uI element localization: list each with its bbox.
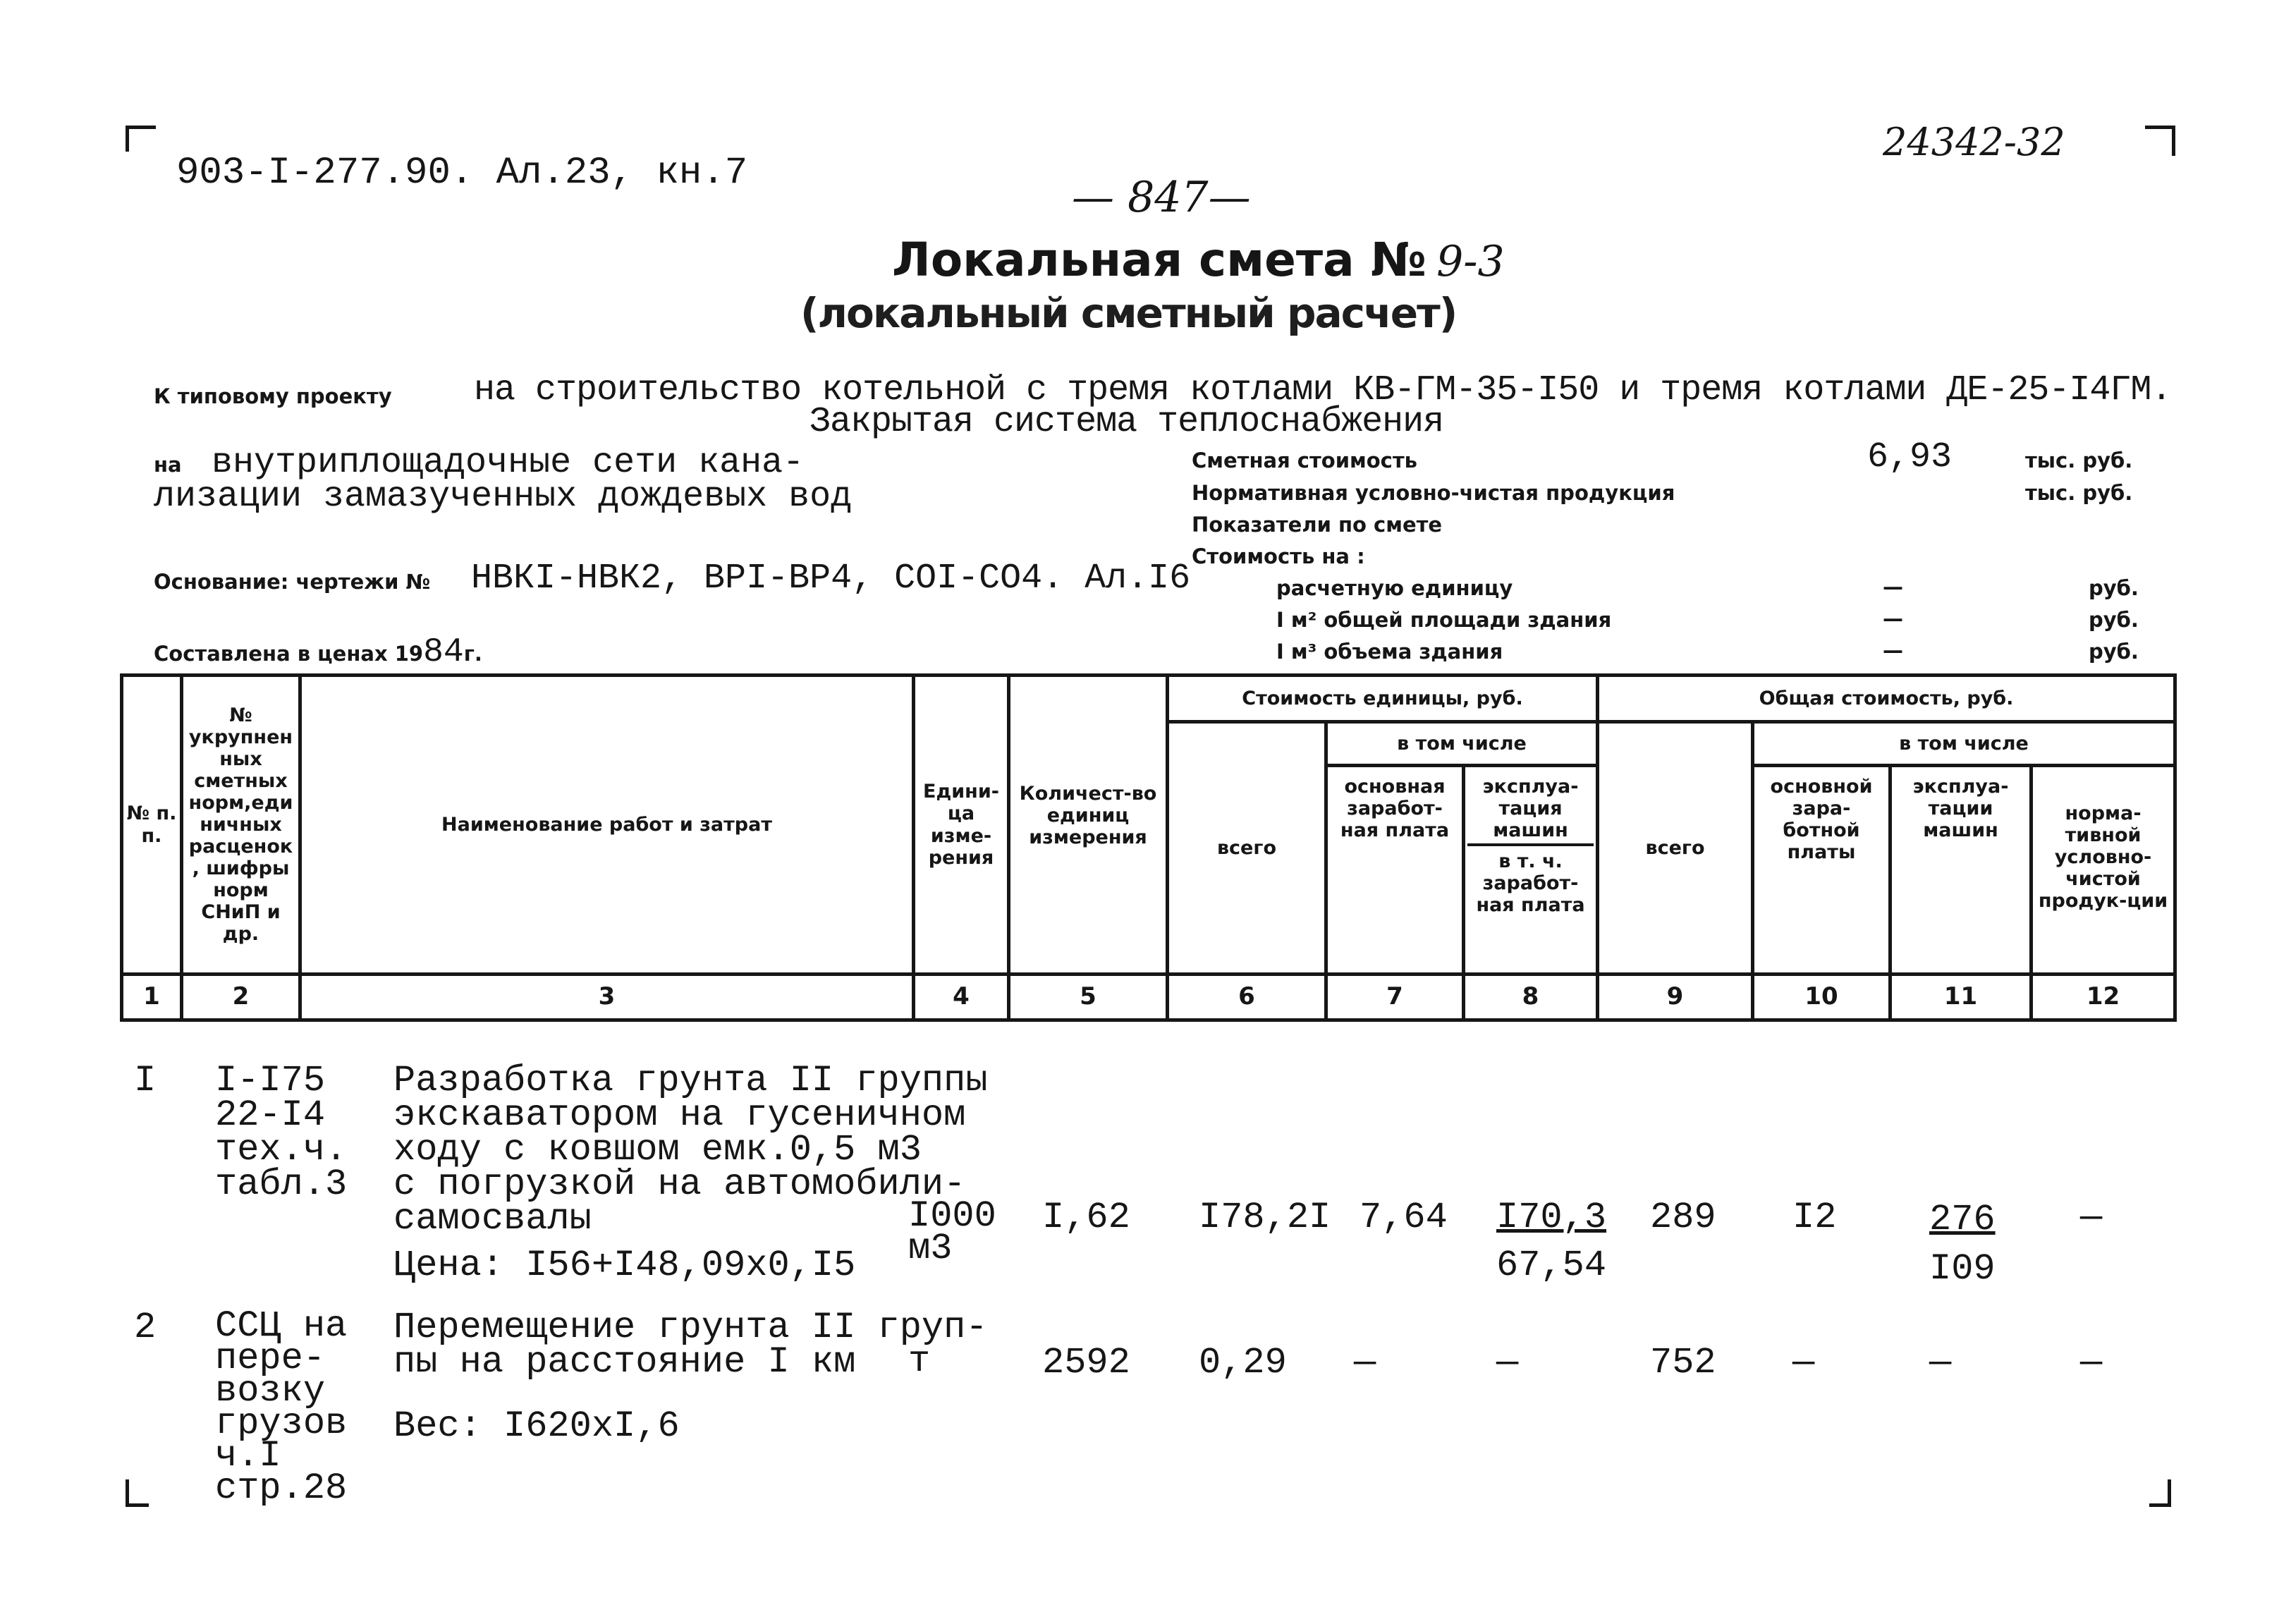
row-2-code-line: ССЦ на bbox=[215, 1305, 348, 1347]
header-number: 9 bbox=[1598, 975, 1753, 1020]
cost-per-area-unit: руб. bbox=[2089, 608, 2139, 632]
cost-per-label: Стоимость на : bbox=[1192, 544, 1365, 568]
cost-per-area-label: I м² общей площади здания bbox=[1276, 608, 1612, 632]
project-label: К типовому проекту bbox=[154, 384, 392, 408]
corner-mark-top-right bbox=[2145, 126, 2175, 156]
header-col-normative: норма-тивной условно-чистой продук-ции bbox=[2032, 766, 2175, 975]
row-1-code-line: I-I75 bbox=[215, 1060, 326, 1101]
header-number: 8 bbox=[1464, 975, 1598, 1020]
row-2-total-wage: — bbox=[1792, 1342, 1815, 1384]
corner-mark-bottom-right bbox=[2149, 1479, 2171, 1507]
row-2-code-line: грузов bbox=[215, 1403, 348, 1444]
basis-label: Основание: чертежи № bbox=[154, 570, 431, 594]
estimate-table-header bbox=[120, 673, 2177, 1022]
row-2-name bbox=[393, 1307, 988, 1383]
row-2-total: 752 bbox=[1650, 1342, 1716, 1384]
header-col-unit: Едини-ца изме-рения bbox=[914, 676, 1009, 975]
row-1-number: I bbox=[134, 1060, 157, 1101]
row-1-code-line: 22-I4 bbox=[215, 1094, 326, 1136]
header-col-number: № п. п. bbox=[122, 676, 182, 975]
row-1-total-machine: 276 bbox=[1929, 1199, 1996, 1240]
object-text-line2: лизации замазученных дождевых вод bbox=[154, 477, 853, 517]
estimated-cost-unit: тыс. руб. bbox=[2025, 448, 2133, 472]
row-2-code bbox=[215, 1305, 348, 1509]
row-2-total-machine: — bbox=[1929, 1342, 1952, 1384]
row-2-code-line: возку bbox=[215, 1370, 326, 1412]
corner-mark-top-left bbox=[126, 126, 156, 152]
basis-value: НВКI-НВК2, ВРI-ВР4, СОI-СО4. Ал.I6 bbox=[471, 558, 1191, 599]
cost-per-unit-label: расчетную единицу bbox=[1276, 576, 1513, 600]
row-2-name-line: пы на расстояние I км bbox=[393, 1341, 856, 1383]
project-text-line1: на строительство котельной с тремя котлами КВ-ГМ-35-I50 и тремя котлами ДЕ-25-I4ГМ. bbox=[474, 370, 2172, 410]
cost-per-area-value: — bbox=[1883, 606, 1903, 630]
sheet-number: 24342-32 bbox=[1883, 120, 2065, 164]
header-total-cost-group: Общая стоимость, руб. bbox=[1598, 676, 2175, 722]
object-label: на bbox=[154, 453, 182, 477]
cost-per-volume-unit: руб. bbox=[2089, 640, 2139, 664]
title-text: Локальная смета № bbox=[892, 233, 1427, 287]
row-1-name-line: Разработка грунта II группы bbox=[393, 1060, 988, 1101]
document-title bbox=[892, 233, 1505, 287]
row-1-unit-machine: I70,3 bbox=[1496, 1197, 1607, 1238]
row-1-total: 289 bbox=[1650, 1197, 1716, 1238]
row-2-name-line: Перемещение грунта II груп- bbox=[393, 1307, 988, 1348]
row-2-unit-total: 0,29 bbox=[1199, 1342, 1287, 1384]
header-col-total: всего bbox=[1598, 722, 1753, 975]
header-number: 7 bbox=[1326, 975, 1464, 1020]
row-1-total-machine-wage: I09 bbox=[1929, 1248, 1996, 1290]
header-total-including: в том числе bbox=[1753, 722, 2175, 766]
row-1-name-line: самосвалы bbox=[393, 1198, 592, 1240]
header-col-quantity: Количест-во единиц измерения bbox=[1009, 676, 1168, 975]
row-1-unit-line: I000 bbox=[908, 1195, 996, 1237]
row-1-unit-line: м3 bbox=[908, 1228, 953, 1269]
row-1-price-note: Цена: I56+I48,09х0,I5 bbox=[393, 1245, 856, 1286]
object-text-line1: внутриплощадочные сети кана- bbox=[212, 443, 805, 483]
estimated-cost-value: 6,93 bbox=[1867, 437, 1953, 477]
row-1-unit-machine-wage: 67,54 bbox=[1496, 1245, 1607, 1286]
estimated-cost-label: Сметная стоимость bbox=[1192, 448, 1417, 472]
cost-per-unit-unit: руб. bbox=[2089, 576, 2139, 600]
header-number: 6 bbox=[1168, 975, 1326, 1020]
row-2-code-line: ч.I bbox=[215, 1435, 281, 1477]
header-col-name: Наименование работ и затрат bbox=[300, 676, 914, 975]
header-number: 11 bbox=[1890, 975, 2032, 1020]
normative-label: Нормативная условно-чистая продукция bbox=[1192, 481, 1675, 505]
row-1-unit bbox=[908, 1195, 996, 1269]
cost-per-unit-value: — bbox=[1883, 575, 1903, 599]
row-1-name-line: экскаватором на гусеничном bbox=[393, 1094, 966, 1136]
row-1-normative: — bbox=[2080, 1197, 2103, 1238]
row-2-unit-machine: — bbox=[1496, 1342, 1519, 1384]
row-1-unit-wage: 7,64 bbox=[1360, 1197, 1448, 1238]
row-1-code-line: табл.3 bbox=[215, 1164, 348, 1205]
row-2-number: 2 bbox=[134, 1307, 157, 1348]
compiled-label bbox=[154, 633, 482, 671]
header-col-unit-machine bbox=[1464, 766, 1598, 975]
row-2-price-note: Вес: I620хI,6 bbox=[393, 1405, 680, 1447]
header-number: 3 bbox=[300, 975, 914, 1020]
row-1-code-line: тех.ч. bbox=[215, 1129, 348, 1171]
row-1-name-line: ходу с ковшом емк.0,5 м3 bbox=[393, 1129, 922, 1171]
document-code: 903-I-277.90. Ал.23, кн.7 bbox=[176, 152, 748, 195]
normative-unit: тыс. руб. bbox=[2025, 481, 2133, 505]
header-col-total-wage: основной зара-ботной платы bbox=[1753, 766, 1890, 975]
row-2-code-line: стр.28 bbox=[215, 1467, 348, 1509]
row-2-unit-wage: — bbox=[1354, 1342, 1376, 1384]
header-col-unit-total: всего bbox=[1168, 722, 1326, 975]
header-number: 5 bbox=[1009, 975, 1168, 1020]
compiled-suffix: г. bbox=[463, 642, 482, 666]
header-number: 12 bbox=[2032, 975, 2175, 1020]
header-col-unit-machine-bottom: в т. ч. заработ-ная плата bbox=[1476, 850, 1585, 917]
row-2-code-line: пере- bbox=[215, 1338, 326, 1379]
cost-per-volume-label: I м³ объема здания bbox=[1276, 640, 1503, 664]
row-1-quantity: I,62 bbox=[1042, 1197, 1130, 1238]
header-unit-cost-group: Стоимость единицы, руб. bbox=[1168, 676, 1598, 722]
row-2-quantity: 2592 bbox=[1042, 1342, 1130, 1384]
project-text-line2: Закрытая система теплоснабжения bbox=[810, 402, 1444, 442]
document-subtitle: (локальный сметный расчет) bbox=[800, 289, 1457, 337]
compiled-label-text: Составлена в ценах 19 bbox=[154, 642, 424, 666]
title-number: 9-3 bbox=[1436, 237, 1505, 286]
header-number: 4 bbox=[914, 975, 1009, 1020]
page-number: — 847— bbox=[1072, 173, 1251, 222]
row-1-name-line: с погрузкой на автомобили- bbox=[393, 1164, 966, 1205]
header-unit-including: в том числе bbox=[1326, 722, 1598, 766]
header-number: 1 bbox=[122, 975, 182, 1020]
header-number: 10 bbox=[1753, 975, 1890, 1020]
cost-per-volume-value: — bbox=[1883, 638, 1903, 662]
corner-mark-bottom-left bbox=[126, 1479, 149, 1507]
header-col-unit-machine-top: эксплуа-тация машин bbox=[1467, 776, 1594, 846]
row-1-code bbox=[215, 1060, 348, 1205]
header-col-total-machine: эксплуа-тации машин bbox=[1890, 766, 2032, 975]
row-2-unit: т bbox=[908, 1341, 931, 1382]
row-2-normative: — bbox=[2080, 1342, 2103, 1384]
row-1-total-wage: I2 bbox=[1792, 1197, 1837, 1238]
row-1-name bbox=[393, 1060, 988, 1240]
indicators-label: Показатели по смете bbox=[1192, 513, 1443, 537]
header-number: 2 bbox=[182, 975, 300, 1020]
header-col-code: № укрупненных сметных норм,единичных расценок, шифры норм СНиП и др. bbox=[182, 676, 300, 975]
header-col-unit-wage: основная заработ-ная плата bbox=[1326, 766, 1464, 975]
row-1-unit-total: I78,2I bbox=[1199, 1197, 1331, 1238]
compiled-year: 84 bbox=[423, 633, 464, 671]
